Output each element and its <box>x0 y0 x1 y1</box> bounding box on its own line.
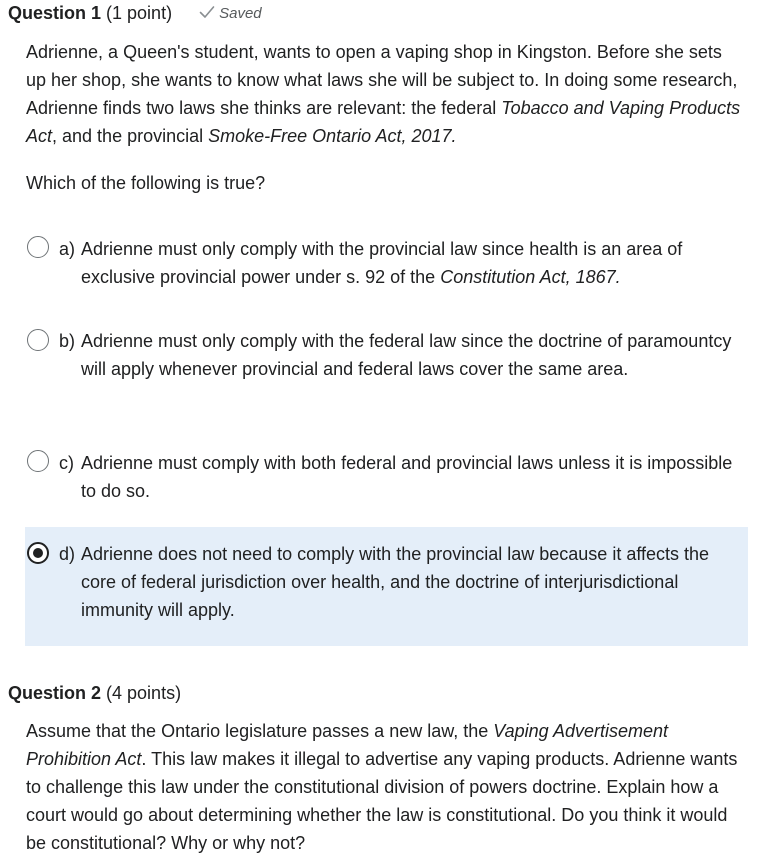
question-2-points: (4 points) <box>106 683 182 703</box>
option-c-text: Adrienne must comply with both federal and provincial laws unless it is impossible to do so. <box>81 453 733 501</box>
question-2-act-title: Vaping Advertisement Prohibition Act <box>26 721 669 769</box>
saved-label: Saved <box>219 5 262 22</box>
saved-status <box>199 2 262 26</box>
question-1-prompt <box>26 38 746 150</box>
question-1-points: (1 point) <box>106 3 173 23</box>
option-b[interactable] <box>25 326 748 414</box>
question-2-title: Question 2 <box>8 683 102 703</box>
question-2-prompt <box>26 717 746 857</box>
option-a-text-main: Adrienne must only comply with the provincial law since health is an area of exclusive provincial power under s. 92 of the <box>81 239 683 287</box>
question-1-title: Question 1 <box>8 3 102 23</box>
question-2-text-body: . This law makes it illegal to advertise any vaping products. Adrienne wants to challenge this law under the constitutional division of powers doctrine. Explain how a court would go about determining whether the law is constitutional. Do you think it would be constitutional? Why or why not? <box>26 749 738 853</box>
option-d[interactable] <box>25 527 748 646</box>
option-c[interactable] <box>25 448 748 508</box>
option-b-label: b) <box>59 331 76 351</box>
radio-option-c[interactable] <box>27 450 49 472</box>
radio-option-d[interactable] <box>27 542 49 564</box>
option-a-act-title: Constitution Act, 1867. <box>440 267 621 287</box>
scenario-text-continued: , and the provincial <box>52 126 209 146</box>
option-a-text <box>81 235 741 291</box>
option-a-label: a) <box>59 239 76 259</box>
question-1-question-text: Which of the following is true? <box>26 173 266 193</box>
radio-option-b[interactable] <box>27 329 49 351</box>
option-b-text: Adrienne must only comply with the federal law since the doctrine of paramountcy will apply whenever provincial and federal laws cover the same area. <box>81 331 732 379</box>
question-2-text-intro: Assume that the Ontario legislature passes a new law, the <box>26 721 494 741</box>
radio-option-a[interactable] <box>27 236 49 258</box>
scenario-text: Adrienne, a Queen's student, wants to open a vaping shop in Kingston. Before she sets up her shop, she wants to know what laws she will be subject to. In doing some research, Adrienne finds two laws she thinks are relevant: the federal <box>26 42 738 118</box>
option-d-text: Adrienne does not need to comply with the provincial law because it affects the core of federal jurisdiction over health, and the doctrine of interjurisdictional immunity will apply. <box>81 544 710 620</box>
checkmark-icon <box>199 5 215 19</box>
question-1-ask <box>26 169 746 197</box>
question-2-text <box>26 717 746 857</box>
provincial-act-title: Smoke-Free Ontario Act, 2017. <box>208 126 457 146</box>
question-1-scenario <box>26 38 746 150</box>
federal-act-title: Tobacco and Vaping Products Act <box>26 98 741 146</box>
question-2-header <box>8 681 181 705</box>
option-d-label: d) <box>59 544 76 564</box>
question-1-header <box>8 1 262 26</box>
option-c-label: c) <box>59 453 74 473</box>
option-a[interactable] <box>25 234 748 294</box>
